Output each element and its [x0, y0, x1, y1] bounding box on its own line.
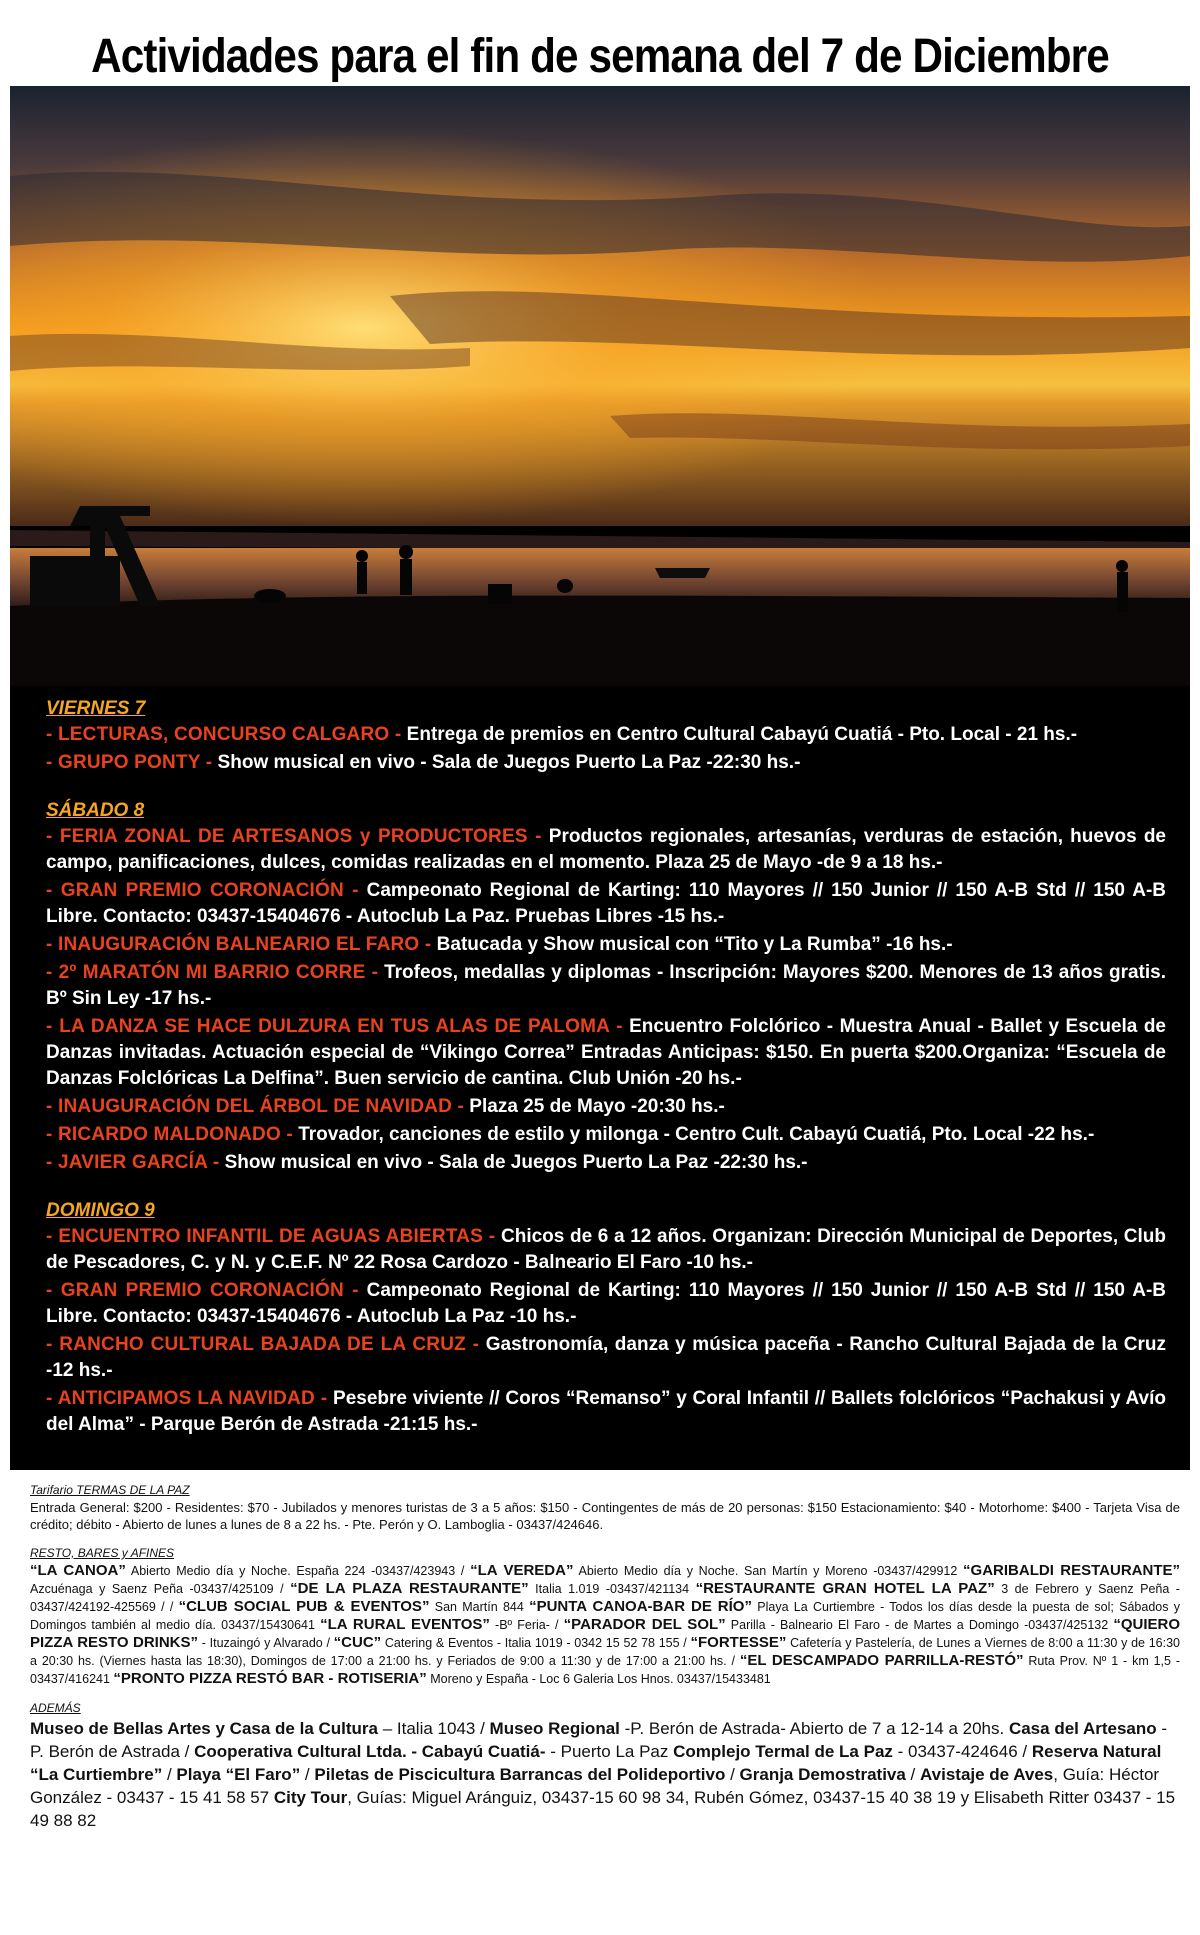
event-item	[46, 824, 1166, 876]
venue-name: “PUNTA CANOA-BAR DE RÍO”	[529, 1598, 752, 1615]
attraction-name: Casa del Artesano	[1008, 1719, 1157, 1738]
attraction-name: Granja Demostrativa	[739, 1765, 906, 1784]
event-description: Show musical en vivo - Sala de Juegos Puerto La Paz -22:30 hs.-	[212, 752, 801, 773]
attraction-info: , Guía: Héctor González - 03437 - 15 41 58 57	[30, 1765, 1160, 1807]
resto-list	[30, 1562, 1180, 1688]
attraction-info: /	[162, 1765, 177, 1784]
event-title: - GRAN PREMIO CORONACIÓN -	[46, 1280, 359, 1301]
attraction-info: - 03437-424646 /	[892, 1742, 1032, 1761]
attraction-name: Piletas de Piscicultura Barrancas del Polideportivo	[314, 1765, 726, 1784]
venue-info: Abierto Medio día y Noche. España 224 -03437/423943 /	[125, 1564, 471, 1578]
event-description: Chicos de 6 a 12 años. Organizan: Dirección Municipal de Deportes, Club de Pescadores, C. y N. y C.E.F. Nº 22 Rosa Cardozo - Balneario El Faro -10 hs.-	[46, 1226, 1166, 1273]
event-title: - INAUGURACIÓN DEL ÁRBOL DE NAVIDAD -	[46, 1096, 465, 1117]
day-saturday	[46, 798, 1166, 1176]
venue-name: “PARADOR DEL SOL”	[563, 1616, 726, 1633]
event-title: - GRAN PREMIO CORONACIÓN -	[46, 880, 359, 901]
footer-info	[30, 1482, 1180, 1844]
venue-info: 3 de Febrero y Saenz Peña - 03437/424192-425569 / /	[30, 1582, 1180, 1614]
attraction-name: City Tour	[273, 1788, 348, 1807]
event-description: Show musical en vivo - Sala de Juegos Puerto La Paz -22:30 hs.-	[219, 1152, 808, 1173]
event-item	[46, 1224, 1166, 1276]
venue-name: “CUC”	[333, 1634, 382, 1651]
event-item	[46, 1094, 1166, 1120]
event-item	[46, 1278, 1166, 1330]
venue-name: “RESTAURANTE GRAN HOTEL LA PAZ”	[695, 1580, 995, 1597]
event-title: - LA DANZA SE HACE DULZURA EN TUS ALAS DE PALOMA -	[46, 1016, 623, 1037]
event-title: - FERIA ZONAL DE ARTESANOS y PRODUCTORES -	[46, 826, 542, 847]
attraction-name: Avistaje de Aves	[920, 1765, 1054, 1784]
attraction-info: -P. Berón de Astrada- Abierto de 7 a 12-14 a 20hs.	[619, 1719, 1009, 1738]
venue-info: Moreno y España - Loc 6 Galeria Los Hnos. 03437/15433481	[426, 1672, 771, 1686]
day-heading: VIERNES 7	[46, 698, 146, 719]
venue-name: “DE LA PLAZA RESTAURANTE”	[290, 1580, 529, 1597]
poster	[10, 86, 1190, 1470]
attraction-name: Complejo Termal de La Paz	[673, 1742, 893, 1761]
ademas-list	[30, 1717, 1180, 1832]
event-description: Productos regionales, artesanías, verduras de estación, huevos de campo, panificaciones, dulces, comidas realizadas en el momento. Plaza 25 de Mayo -de 9 a 18 hs.-	[46, 826, 1166, 873]
event-title: - GRUPO PONTY -	[46, 752, 213, 773]
ademas-label: ADEMÁS	[30, 1701, 81, 1715]
venue-name: “QUIERO PIZZA RESTO DRINKS”	[30, 1616, 1181, 1651]
event-title: - ENCUENTRO INFANTIL DE AGUAS ABIERTAS -	[46, 1226, 496, 1247]
attraction-name: Reserva Natural “La Curtiembre”	[30, 1742, 1162, 1784]
venue-info: Italia 1.019 -03437/421134	[528, 1582, 696, 1596]
event-description: Batucada y Show musical con “Tito y La Rumba” -16 hs.-	[431, 934, 953, 955]
venue-info: Catering & Eventos - Italia 1019 - 0342 15 52 78 155 /	[381, 1636, 691, 1650]
event-description: Encuentro Folclórico - Muestra Anual - Ballet y Escuela de Danzas invitadas. Actuación especial de “Vikingo Correa” Entradas Anticipas: $150. En puerta $200.Organiza: “Escuela de Danzas Folclóricas La Delfina”. Buen servicio de cantina. Club Unión -20 hs.-	[46, 1016, 1166, 1089]
attraction-info: /	[725, 1765, 740, 1784]
event-title: - RICARDO MALDONADO -	[46, 1124, 293, 1145]
attraction-name: Museo Regional	[489, 1719, 620, 1738]
venue-name: “CLUB SOCIAL PUB & EVENTOS”	[178, 1598, 430, 1615]
venue-name: “GARIBALDI RESTAURANTE”	[963, 1562, 1180, 1579]
venue-info: Parilla - Balneario El Faro - de Martes a Domingo -03437/425132	[725, 1618, 1114, 1632]
tarifario-label: Tarifario TERMAS DE LA PAZ	[30, 1483, 190, 1497]
event-title: - JAVIER GARCÍA -	[46, 1152, 220, 1173]
event-item	[46, 960, 1166, 1012]
resto-section	[30, 1545, 1180, 1688]
attraction-info: /	[300, 1765, 315, 1784]
venue-name: “PRONTO PIZZA RESTÓ BAR - ROTISERIA”	[113, 1670, 427, 1687]
event-description: Entrega de premios en Centro Cultural Cabayú Cuatiá - Pto. Local - 21 hs.-	[401, 724, 1078, 745]
day-heading: DOMINGO 9	[46, 1200, 155, 1221]
venue-name: “LA CANOA”	[30, 1562, 126, 1579]
venue-info: -Bº Feria- /	[489, 1618, 564, 1632]
event-title: - 2º MARATÓN MI BARRIO CORRE -	[46, 962, 379, 983]
event-description: Gastronomía, danza y música paceña - Rancho Cultural Bajada de la Cruz -12 hs.-	[46, 1334, 1166, 1381]
ademas-section	[30, 1700, 1180, 1832]
event-item	[46, 1014, 1166, 1092]
event-title: - ANTICIPAMOS LA NAVIDAD -	[46, 1388, 328, 1409]
event-item	[46, 1150, 1166, 1176]
attraction-name: Museo de Bellas Artes y Casa de la Cultura	[30, 1719, 378, 1738]
attraction-info: - P. Berón de Astrada /	[30, 1719, 1168, 1761]
event-item	[46, 1386, 1166, 1438]
event-item	[46, 1122, 1166, 1148]
venue-info: Azcuénaga y Saenz Peña -03437/425109 /	[30, 1582, 291, 1596]
event-item	[46, 750, 1166, 776]
attraction-name: Playa “El Faro”	[176, 1765, 301, 1784]
event-item	[46, 932, 1166, 958]
day-friday	[46, 696, 1166, 776]
attraction-info: /	[905, 1765, 920, 1784]
page-title: Actividades para el fin de semana del 7 de Diciembre	[91, 30, 1109, 83]
event-title: - RANCHO CULTURAL BAJADA DE LA CRUZ -	[46, 1334, 480, 1355]
event-description: Campeonato Regional de Karting: 110 Mayores // 150 Junior // 150 A-B Std // 150 A-B Libre. Contacto: 03437-15404676 - Autoclub La Paz. Pruebas Libres -15 hs.-	[46, 880, 1167, 927]
attraction-info: , Guías: Miguel Aránguiz, 03437-15 60 98 34, Rubén Gómez, 03437-15 40 38 19 y Elisabeth Ritter 03437 - 15 49 88 82	[30, 1788, 1176, 1830]
attraction-info: - Puerto La Paz	[545, 1742, 674, 1761]
venue-info: Abierto Medio día y Noche. San Martín y Moreno -03437/429912	[573, 1564, 964, 1578]
venue-info: Ruta Prov. Nº 1 - km 1,5 - 03437/416241	[30, 1654, 1180, 1686]
venue-info: Playa La Curtiembre - Todos los días desde la puesta de sol; Sábados y Domingos también al medio día. 03437/15430641	[30, 1600, 1180, 1632]
venue-info: - Ituzaingó y Alvarado /	[198, 1636, 334, 1650]
venue-info: Cafetería y Pastelería, de Lunes a Viernes de 8:00 a 11:30 y de 16:30 a 20:30 hs. (Viernes hasta las 18:30), Domingos de 17:00 a 21:00 hs. y Feriados de 9:00 a 11:30 y de 17:00 a 21:00 hs. /	[30, 1636, 1181, 1668]
event-description: Campeonato Regional de Karting: 110 Mayores // 150 Junior // 150 A-B Std // 150 A-B Libre. Contacto: 03437-15404676 - Autoclub La Paz -10 hs.-	[46, 1280, 1167, 1327]
attraction-info: – Italia 1043 /	[378, 1719, 490, 1738]
event-item	[46, 1332, 1166, 1384]
event-title: - INAUGURACIÓN BALNEARIO EL FARO -	[46, 934, 432, 955]
venue-name: “FORTESSE”	[690, 1634, 787, 1651]
event-description: Pesebre viviente // Coros “Remanso” y Coral Infantil // Ballets folclóricos “Pachakusi y Avío del Alma” - Parque Berón de Astrada -21:15 hs.-	[46, 1388, 1166, 1435]
schedule	[46, 696, 1166, 1460]
day-sunday	[46, 1198, 1166, 1438]
event-description: Trofeos, medallas y diplomas - Inscripción: Mayores $200. Menores de 13 años gratis. Bº Sin Ley -17 hs.-	[46, 962, 1167, 1009]
venue-name: “EL DESCAMPADO PARRILLA-RESTÓ”	[739, 1652, 1024, 1669]
sunset-river-photo	[10, 86, 1190, 686]
venue-name: “LA RURAL EVENTOS”	[320, 1616, 490, 1633]
tarifario-section	[30, 1482, 1180, 1533]
venue-name: “LA VEREDA”	[470, 1562, 574, 1579]
event-title: - LECTURAS, CONCURSO CALGARO -	[46, 724, 402, 745]
attraction-name: Cooperativa Cultural Ltda. - Cabayú Cuatiá-	[194, 1742, 546, 1761]
tarifario-text: Entrada General: $200 - Residentes: $70 - Jubilados y menores turistas de 3 a 5 años: $150 - Contingentes de más de 20 personas: $150 Estacionamiento: $40 - Motorhome: $400 - Tarjeta Visa de crédito; débito - Abierto de lunes a lunes de 8 a 22 hs. - Pte. Perón y O. Lamboglia - 03437/424646.	[30, 1500, 1180, 1532]
event-description: Plaza 25 de Mayo -20:30 hs.-	[464, 1096, 725, 1117]
event-item	[46, 722, 1166, 748]
event-item	[46, 878, 1166, 930]
venue-info: San Martín 844	[429, 1600, 530, 1614]
day-heading: SÁBADO 8	[46, 800, 145, 821]
resto-label: RESTO, BARES y AFINES	[30, 1546, 175, 1560]
event-description: Trovador, canciones de estilo y milonga - Centro Cult. Cabayú Cuatiá, Pto. Local -22 hs.-	[292, 1124, 1095, 1145]
